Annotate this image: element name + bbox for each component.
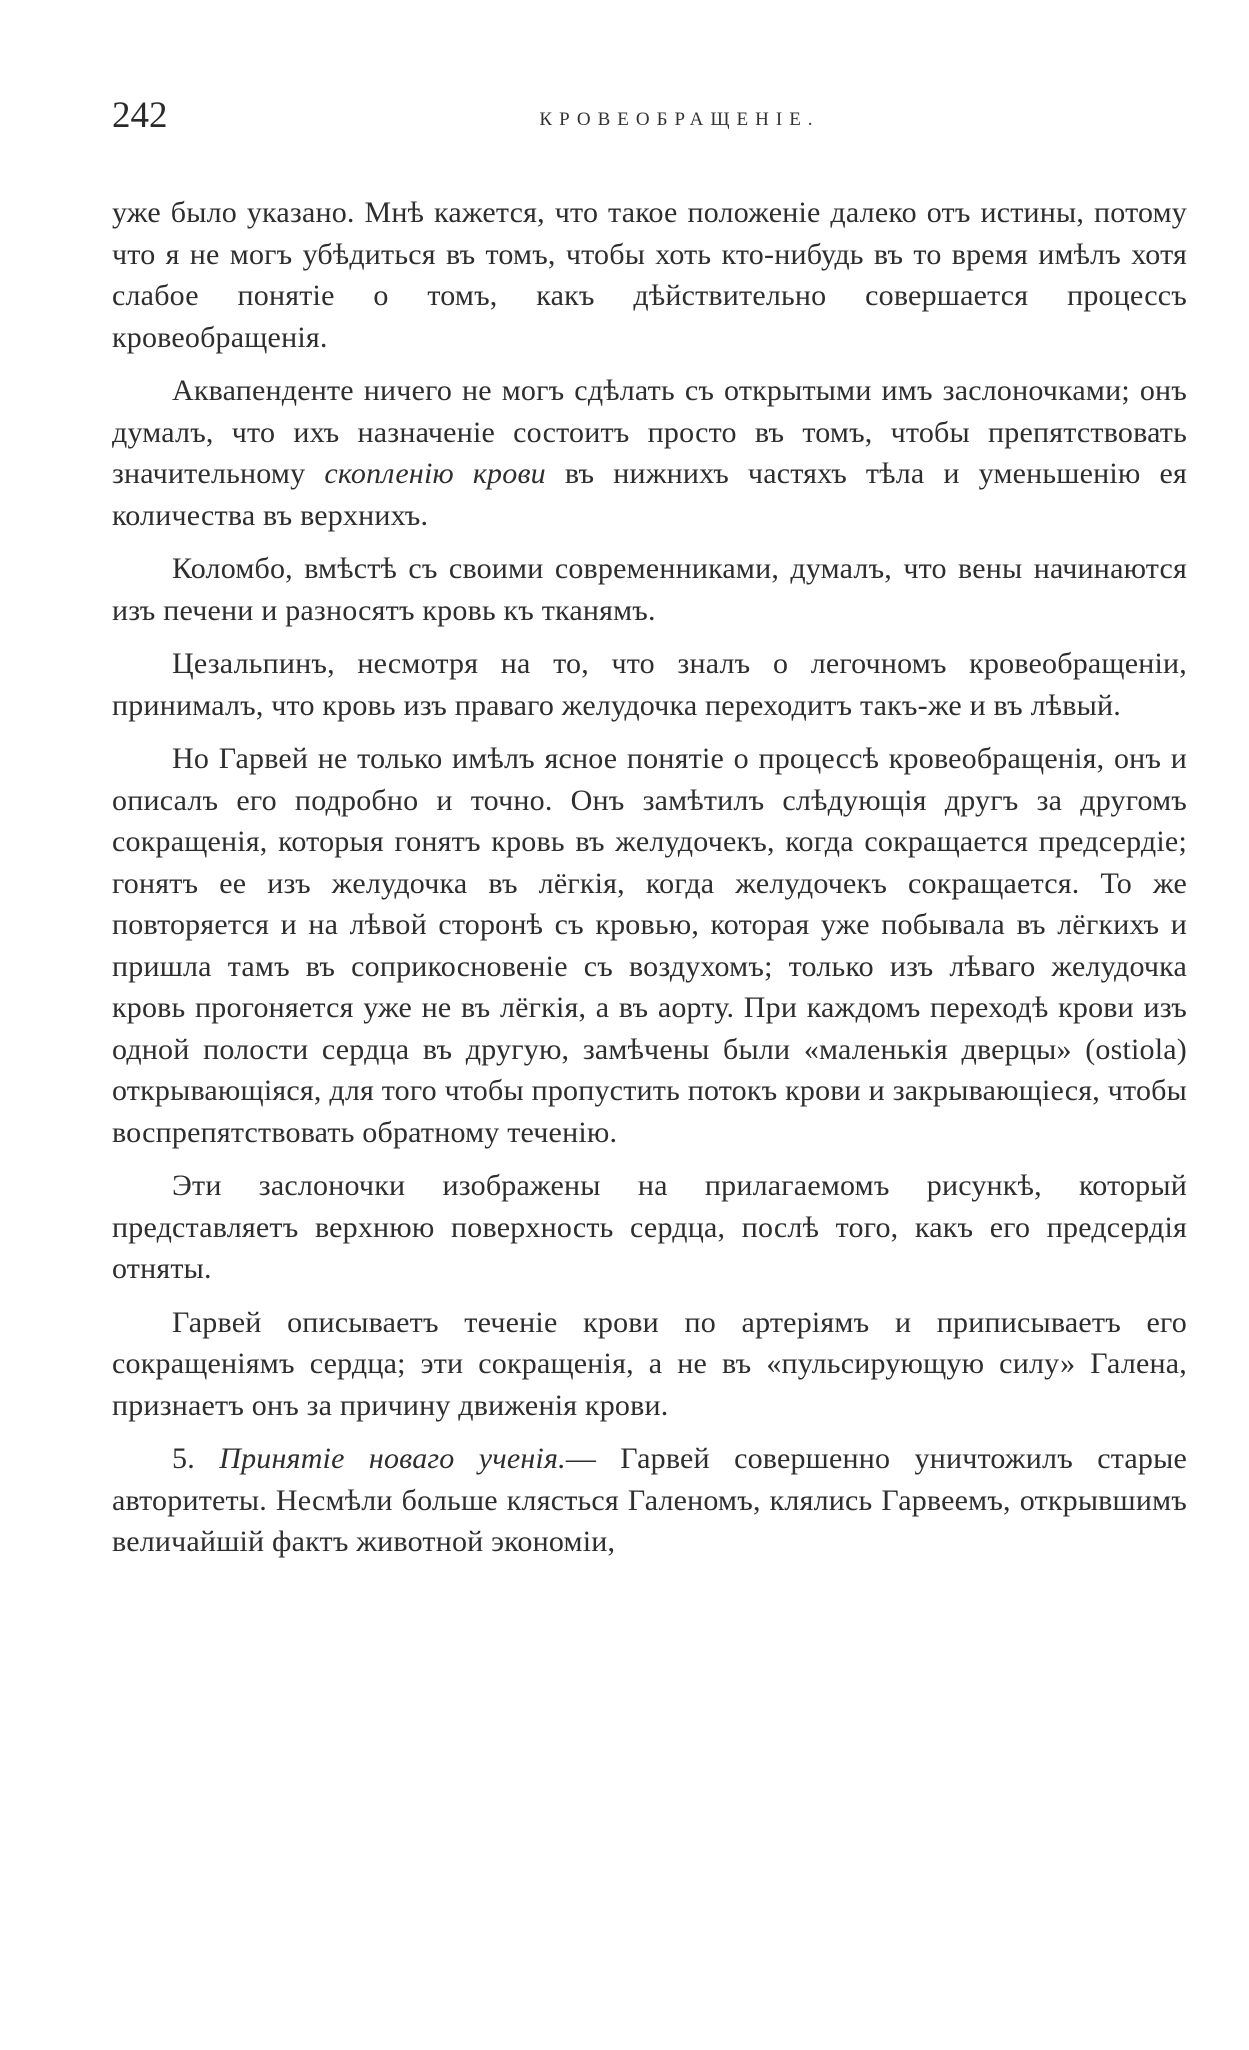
page-header <box>112 96 1187 152</box>
paragraph-text: Но Гарвей не только имѣлъ ясное понятіе о процессѣ кровеобращенія, онъ и описалъ его подробно и точно. Онъ замѣтилъ слѣдующія другъ за другомъ сокращенія, которыя гонятъ кровь въ желудочекъ, когда сокращается предсердіе; гонятъ ее изъ желудочка въ лёгкія, когда желудочекъ сокращается. То же повторяется и на лѣвой сторонѣ съ кровью, которая уже побывала въ лёгкихъ и пришла тамъ въ соприкосновеніе съ воздухомъ; только изъ лѣваго желудочка кровь прогоняется уже не въ лёгкія, а въ аорту. При каждомъ переходѣ крови изъ одной полости сердца въ другую, замѣчены были «маленькія дверцы» (ostiola) открывающіяся, для того чтобы пропустить потокъ крови и закрывающіеся, чтобы воспрепятствовать обратному теченію. <box>112 742 1187 1149</box>
paragraph-text: — Гарвей совершенно уничтожилъ старые авторитеты. Несмѣли больше клясться Галеномъ, клялись Гарвеемъ, открывшимъ величайшій фактъ животной экономіи, <box>112 1442 1188 1558</box>
paragraph-8 <box>112 1438 1187 1563</box>
emphasis-text: скопленію крови <box>324 457 546 490</box>
paragraph-5 <box>112 738 1187 1153</box>
paragraph-text: Гарвей описываетъ теченіе крови по артеріямъ и приписываетъ его сокращеніямъ сердца; эти сокращенія, а не въ «пульсирующую силу» Галена, признаетъ онъ за причину движенія крови. <box>112 1305 1187 1422</box>
text-body <box>112 192 1187 1575</box>
paragraph-7 <box>112 1302 1187 1427</box>
paragraph-4 <box>112 643 1187 726</box>
paragraph-6 <box>112 1165 1187 1290</box>
page-number: 242 <box>112 95 168 136</box>
paragraph-2 <box>112 370 1187 536</box>
paragraph-text: уже было указано. Мнѣ кажется, что такое положеніе далеко отъ истины, потому что я не могъ убѣдиться въ томъ, чтобы хоть кто-нибудь въ то время имѣлъ хотя слабое понятіе о томъ, какъ дѣйствительно совершается процессъ кровеобращенія. <box>112 196 1187 354</box>
paragraph-text: въ нижнихъ частяхъ тѣла и уменьшенію ея количества въ верхнихъ. <box>112 457 1188 532</box>
paragraph-text: Эти заслоночки изображены на прилагаемомъ рисункѣ, который представляетъ верхнюю поверхность сердца, послѣ того, какъ его предсердія отняты. <box>112 1169 1187 1285</box>
section-title: Принятіе новаго ученія. <box>219 1442 566 1475</box>
paragraph-text: Аквапенденте ничего не могъ сдѣлать съ открытыми имъ заслоночками; онъ думалъ, что ихъ назначеніе состоитъ просто въ томъ, чтобы препятствовать значительному <box>112 374 1187 490</box>
paragraph-3 <box>112 548 1187 631</box>
section-number: 5. <box>172 1442 195 1475</box>
paragraph-text: Коломбо, вмѣстѣ съ своими современниками, думалъ, что вены начинаются изъ печени и разносятъ кровь къ тканямъ. <box>112 552 1187 627</box>
paragraph-1 <box>112 192 1187 358</box>
running-head: КРОВЕОБРАЩЕНІЕ. <box>539 109 820 130</box>
paragraph-text: Цезальпинъ, несмотря на то, что зналъ о легочномъ кровеобращеніи, принималъ, что кровь изъ праваго желудочка переходитъ такъ-же и въ лѣвый. <box>112 647 1187 722</box>
